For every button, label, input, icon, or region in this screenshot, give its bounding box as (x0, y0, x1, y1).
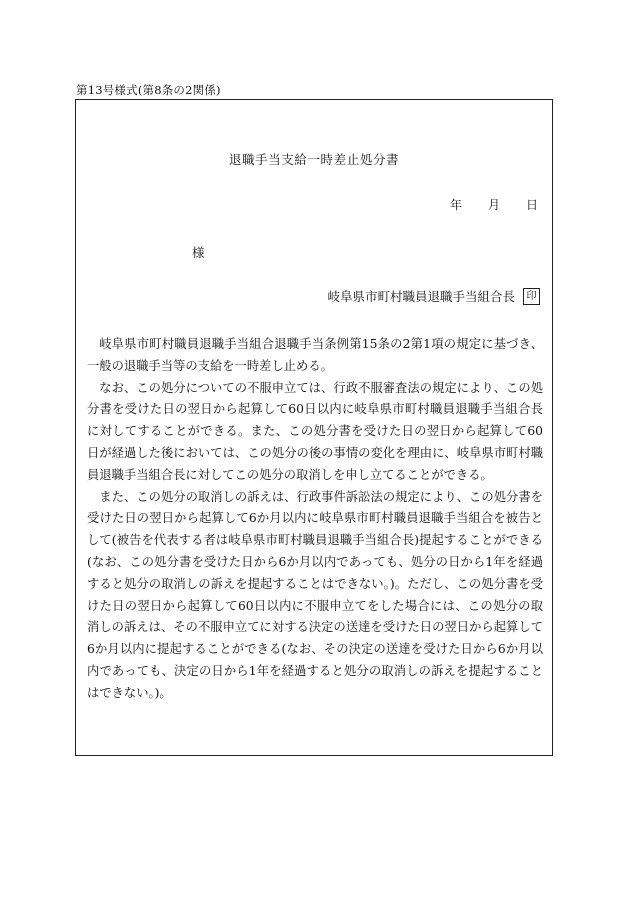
body-paragraph-2: なお、この処分についての不服申立ては、行政不服審査法の規定により、この処分書を受けた日の翌日から起算して60日以内に岐阜県市町村職員退職手当組合長に対してすることができる。また、この処分書を受けた日の翌日から起算して60日が経過した後においては、この処分の後の事情の変化を理由に、岐阜県市町村職員退職手当組合長に対してこの処分の取消しを申し立てることができる。 (87, 380, 543, 482)
date-day-label: 日 (525, 198, 538, 212)
form-number-label: 第13号様式(第8条の2関係) (76, 83, 221, 97)
body-paragraph-3: また、この処分の取消しの訴えは、行政事件訴訟法の規定により、この処分書を受けた日の翌日から起算して6か月以内に岐阜県市町村職員退職手当組合を被告として(被告を代表する者は岐阜県市町村職員退職手当組合長)提起することができる(なお、この処分書を受けた日から6か月以内であっても、処分の日から1年を経過すると処分の取消しの訴えを提起することはできない。)。ただし、この処分書を受けた日の翌日から起算して60日以内に不服申立てをした場合には、この処分の取消しの訴えは、その不服申立てに対する決定の送達を受けた日の翌日から起算して6か月以内に提起することができる(なお、その決定の送達を受けた日から6か月以内であっても、決定の日から1年を経過すると処分の取消しの訴えを提起することはできない。)。 (87, 489, 543, 700)
document-title: 退職手当支給一時差止処分書 (228, 152, 400, 167)
addressee-suffix: 様 (192, 245, 205, 260)
date-line (450, 196, 538, 213)
document-frame (75, 99, 553, 756)
body-paragraph-1: 岐阜県市町村職員退職手当組合退職手当条例第15条の2第1項の規定に基づき、一般の退職手当等の支給を一時差し止める。 (87, 337, 543, 373)
date-year-label: 年 (449, 198, 462, 212)
issuer-name: 岐阜県市町村職員退職手当組合長 (327, 289, 515, 304)
issuer-line (327, 287, 540, 305)
date-month-label: 月 (487, 198, 500, 212)
seal-mark: 印 (523, 288, 540, 305)
document-body (87, 334, 543, 705)
